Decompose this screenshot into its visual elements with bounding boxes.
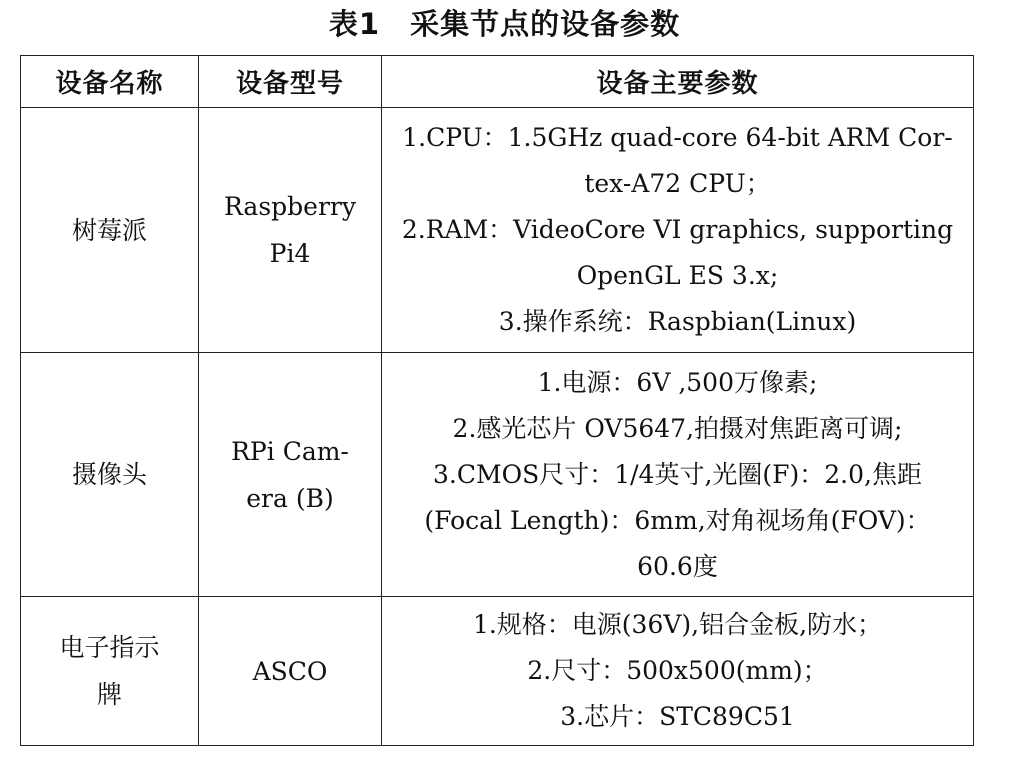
device-model-cell	[199, 353, 382, 597]
device-params-cell	[382, 353, 974, 597]
param-line: tex-A72 CPU；	[584, 169, 771, 198]
param-line: 3.操作系统：Raspbian(Linux)	[498, 307, 857, 336]
device-parameter-table	[20, 55, 974, 746]
param-line: 3.CMOS尺寸：1/4英寸,光圈(F)：2.0,焦距	[433, 459, 922, 489]
device-model-line: era (B)	[246, 483, 334, 513]
param-line: 1.CPU：1.5GHz quad-core 64-bit ARM Cor-	[402, 123, 953, 152]
table-row-electronic-sign	[21, 597, 974, 746]
header-device-model: 设备型号	[199, 56, 382, 108]
param-line: 2.感光芯片 OV5647,拍摄对焦距离可调;	[452, 413, 903, 443]
table-row-raspberry-pi	[21, 108, 974, 353]
device-name-cell	[21, 108, 199, 353]
device-name-line: 牌	[96, 680, 122, 709]
device-model-line: ASCO	[252, 656, 328, 686]
table-caption: 表1 采集节点的设备参数	[328, 7, 681, 41]
device-name-text: 摄像头	[71, 460, 147, 489]
table-row-camera	[21, 353, 974, 597]
table-header-row	[21, 56, 974, 108]
device-name-cell	[21, 597, 199, 746]
param-line: 1.规格：电源(36V),铝合金板,防水；	[472, 610, 883, 639]
param-line: OpenGL ES 3.x;	[576, 261, 779, 290]
device-model-line: Pi4	[269, 239, 311, 268]
header-device-name: 设备名称	[21, 56, 199, 108]
param-line: 3.芯片：STC89C51	[560, 702, 795, 731]
device-params-cell	[382, 108, 974, 353]
device-model-line: RPi Cam-	[231, 436, 349, 466]
device-model-cell	[199, 597, 382, 746]
device-name-line: 电子指示	[59, 633, 160, 662]
device-name-cell	[21, 353, 199, 597]
param-line: 1.电源：6V ,500万像素;	[537, 367, 818, 397]
param-line: 2.RAM：VideoCore VI graphics, supporting	[401, 215, 954, 244]
param-line: (Focal Length)：6mm,对角视场角(FOV)：	[424, 505, 931, 535]
device-params-cell	[382, 597, 974, 746]
param-line: 2.尺寸：500x500(mm)；	[527, 656, 828, 685]
param-line: 60.6度	[637, 551, 718, 581]
device-model-cell	[199, 108, 382, 353]
device-model-line: Raspberry	[224, 192, 356, 221]
device-name-text: 树莓派	[71, 215, 147, 245]
header-device-params: 设备主要参数	[382, 56, 974, 108]
